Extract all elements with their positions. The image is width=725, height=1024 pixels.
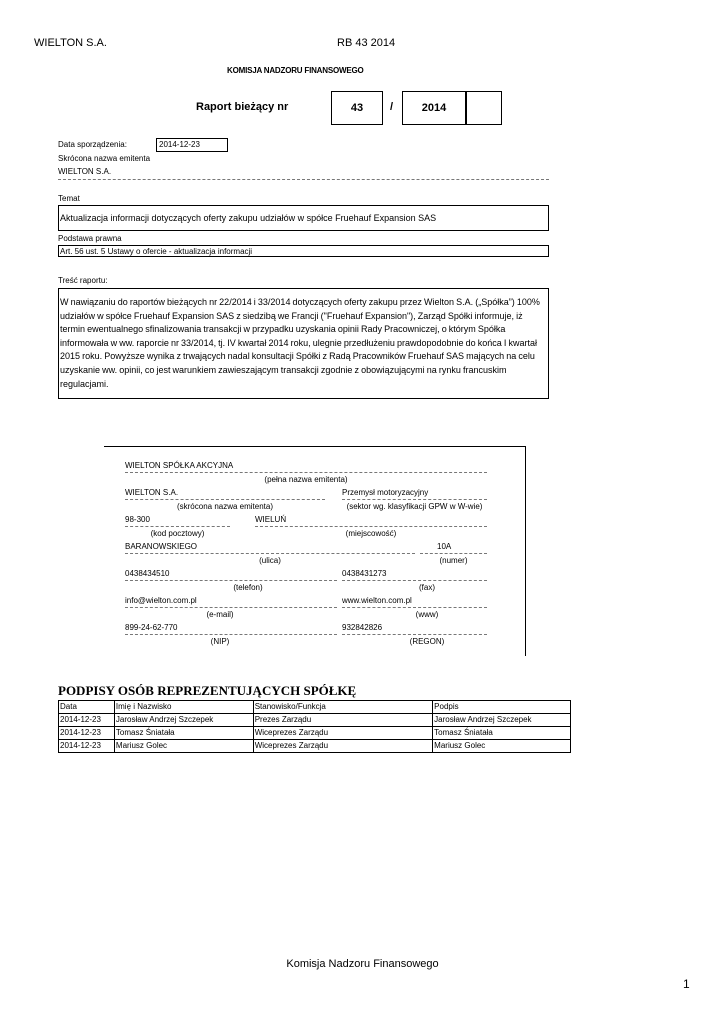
issuer-nip: 899-24-62-770: [125, 623, 178, 632]
issuer-full-name-label: (pełna nazwa emitenta): [264, 475, 348, 484]
divider: [58, 179, 549, 180]
table-cell: Wiceprezes Zarządu: [253, 740, 432, 753]
legal-basis-box: [58, 245, 549, 257]
legal-basis-value: Art. 56 ust. 5 Ustawy o ofercie - aktualizacja informacji: [60, 247, 253, 256]
divider: [342, 634, 487, 635]
table-row: [59, 727, 571, 740]
report-number: 43: [350, 102, 364, 114]
table-cell: Mariusz Golec: [433, 740, 571, 753]
date-value: 2014-12-23: [159, 140, 200, 149]
issuer-number: 10A: [437, 542, 452, 551]
content-box: [58, 288, 549, 399]
header-cell: Imię i Nazwisko: [114, 701, 253, 714]
divider: [255, 526, 487, 527]
issuer-phone: 0438434510: [125, 569, 170, 578]
issuer-street: BARANOWSKIEGO: [125, 542, 198, 551]
topic-box: [58, 205, 549, 231]
report-label: Raport bieżący nr: [196, 101, 289, 113]
issuer-city-label: (miejscowość): [345, 529, 397, 538]
issuer-postal-code-label: (kod pocztowy): [150, 529, 205, 538]
legal-basis-label: Podstawa prawna: [58, 234, 122, 243]
issuer-sector: Przemysł motoryzacyjny: [342, 488, 429, 497]
report-empty-box: [466, 91, 502, 125]
divider: [125, 580, 337, 581]
issuer-number-label: (numer): [439, 556, 468, 565]
divider: [342, 580, 487, 581]
issuer-regon: 932842826: [342, 623, 383, 632]
topic-label: Temat: [58, 194, 80, 203]
issuer-city: WIELUŃ: [255, 515, 287, 524]
issuer-postal-code: 98-300: [125, 515, 150, 524]
divider: [420, 553, 487, 554]
issuer-www-label: (www): [415, 610, 439, 619]
header-cell: Data: [59, 701, 115, 714]
issuer-email: info@wielton.com.pl: [125, 596, 197, 605]
issuer-regon-label: (REGON): [409, 637, 445, 646]
table-cell: Jarosław Andrzej Szczepek: [114, 714, 253, 727]
signatures-title: PODPISY OSÓB REPREZENTUJĄCYCH SPÓŁKĘ: [58, 683, 357, 698]
issuer-short-name: WIELTON S.A.: [125, 488, 179, 497]
issuer-email-label: (e-mail): [206, 610, 234, 619]
divider: [125, 472, 487, 473]
date-label: Data sporządzenia:: [58, 140, 127, 149]
report-year: 2014: [421, 102, 447, 114]
content-label: Treść raportu:: [58, 276, 108, 285]
table-cell: Tomasz Śniatała: [114, 727, 253, 740]
issuer-full-name: WIELTON SPÓŁKA AKCYJNA: [125, 461, 234, 470]
divider: [125, 634, 337, 635]
divider: [125, 499, 325, 500]
issuer-fax-label: (fax): [419, 583, 435, 592]
divider: [125, 526, 230, 527]
content-text: W nawiązaniu do raportów bieżących nr 22/2014 i 33/2014 dotyczących oferty zakupu przez Wielton S.A. („Spółka”) 100% udziałów w spółce Fruehauf Expansion SAS z siedzibą we Francji ("Fruehauf Expansion"), Zarząd Spółki informuje, iż termin ewentualnego sfinalizowania transakcji w przypadku uzyskania opinii Rady Pracowniczej, o którym Spółka informowała w ww. raporcie nr 33/2014, tj. IV kwartał 2014 roku, ulegnie przedłużeniu prawdopodobnie do końca I kwartał 2015 roku. Powyższe wynika z trwających nadal konsultacji Spółki z Radą Pracowników Fruehauf SAS mających na celu uzyskanie ww. opinii, co jest warunkiem zawieszającym transakcji zgodnie z obowiązującymi na rynku francuskim regulacjami.: [60, 297, 540, 389]
issuer-www: www.wielton.com.pl: [342, 596, 412, 605]
header-report-id: RB 43 2014: [337, 37, 396, 49]
divider: [125, 607, 337, 608]
table-cell: Jarosław Andrzej Szczepek: [433, 714, 571, 727]
report-year-box: [402, 91, 466, 125]
header-cell: Stanowisko/Funkcja: [253, 701, 432, 714]
issuer-sector-label: (sektor wg. klasyfikacji GPW w W-wie): [346, 502, 483, 511]
divider: [342, 499, 487, 500]
table-cell: Tomasz Śniatała: [433, 727, 571, 740]
table-cell: 2014-12-23: [59, 727, 115, 740]
issuer-fax: 0438431273: [342, 569, 387, 578]
footer-text: Komisja Nadzoru Finansowego: [286, 958, 439, 970]
table-cell: Mariusz Golec: [114, 740, 253, 753]
table-header-row: [59, 701, 571, 714]
table-row: [59, 714, 571, 727]
issuer-phone-label: (telefon): [233, 583, 263, 592]
report-number-box: [331, 91, 383, 125]
divider: [342, 607, 487, 608]
table-cell: Prezes Zarządu: [253, 714, 432, 727]
issuer-nip-label: (NIP): [210, 637, 230, 646]
header-cell: Podpis: [433, 701, 571, 714]
page-number: 1: [683, 977, 690, 991]
table-cell: 2014-12-23: [59, 740, 115, 753]
short-name-value: WIELTON S.A.: [58, 167, 112, 176]
signatures-table: [58, 700, 571, 753]
short-name-label: Skrócona nazwa emitenta: [58, 154, 151, 163]
table-row: [59, 740, 571, 753]
topic-value: Aktualizacja informacji dotyczących oferty zakupu udziałów w spółce Fruehauf Expansion SAS: [60, 213, 437, 223]
divider: [125, 553, 415, 554]
table-cell: 2014-12-23: [59, 714, 115, 727]
commission-title: KOMISJA NADZORU FINANSOWEGO: [227, 66, 364, 75]
date-box: [156, 138, 228, 152]
issuer-short-name-label: (skrócona nazwa emitenta): [176, 502, 274, 511]
report-slash: /: [390, 101, 394, 113]
issuer-street-label: (ulica): [259, 556, 281, 565]
table-cell: Wiceprezes Zarządu: [253, 727, 432, 740]
header-company: WIELTON S.A.: [34, 37, 107, 49]
